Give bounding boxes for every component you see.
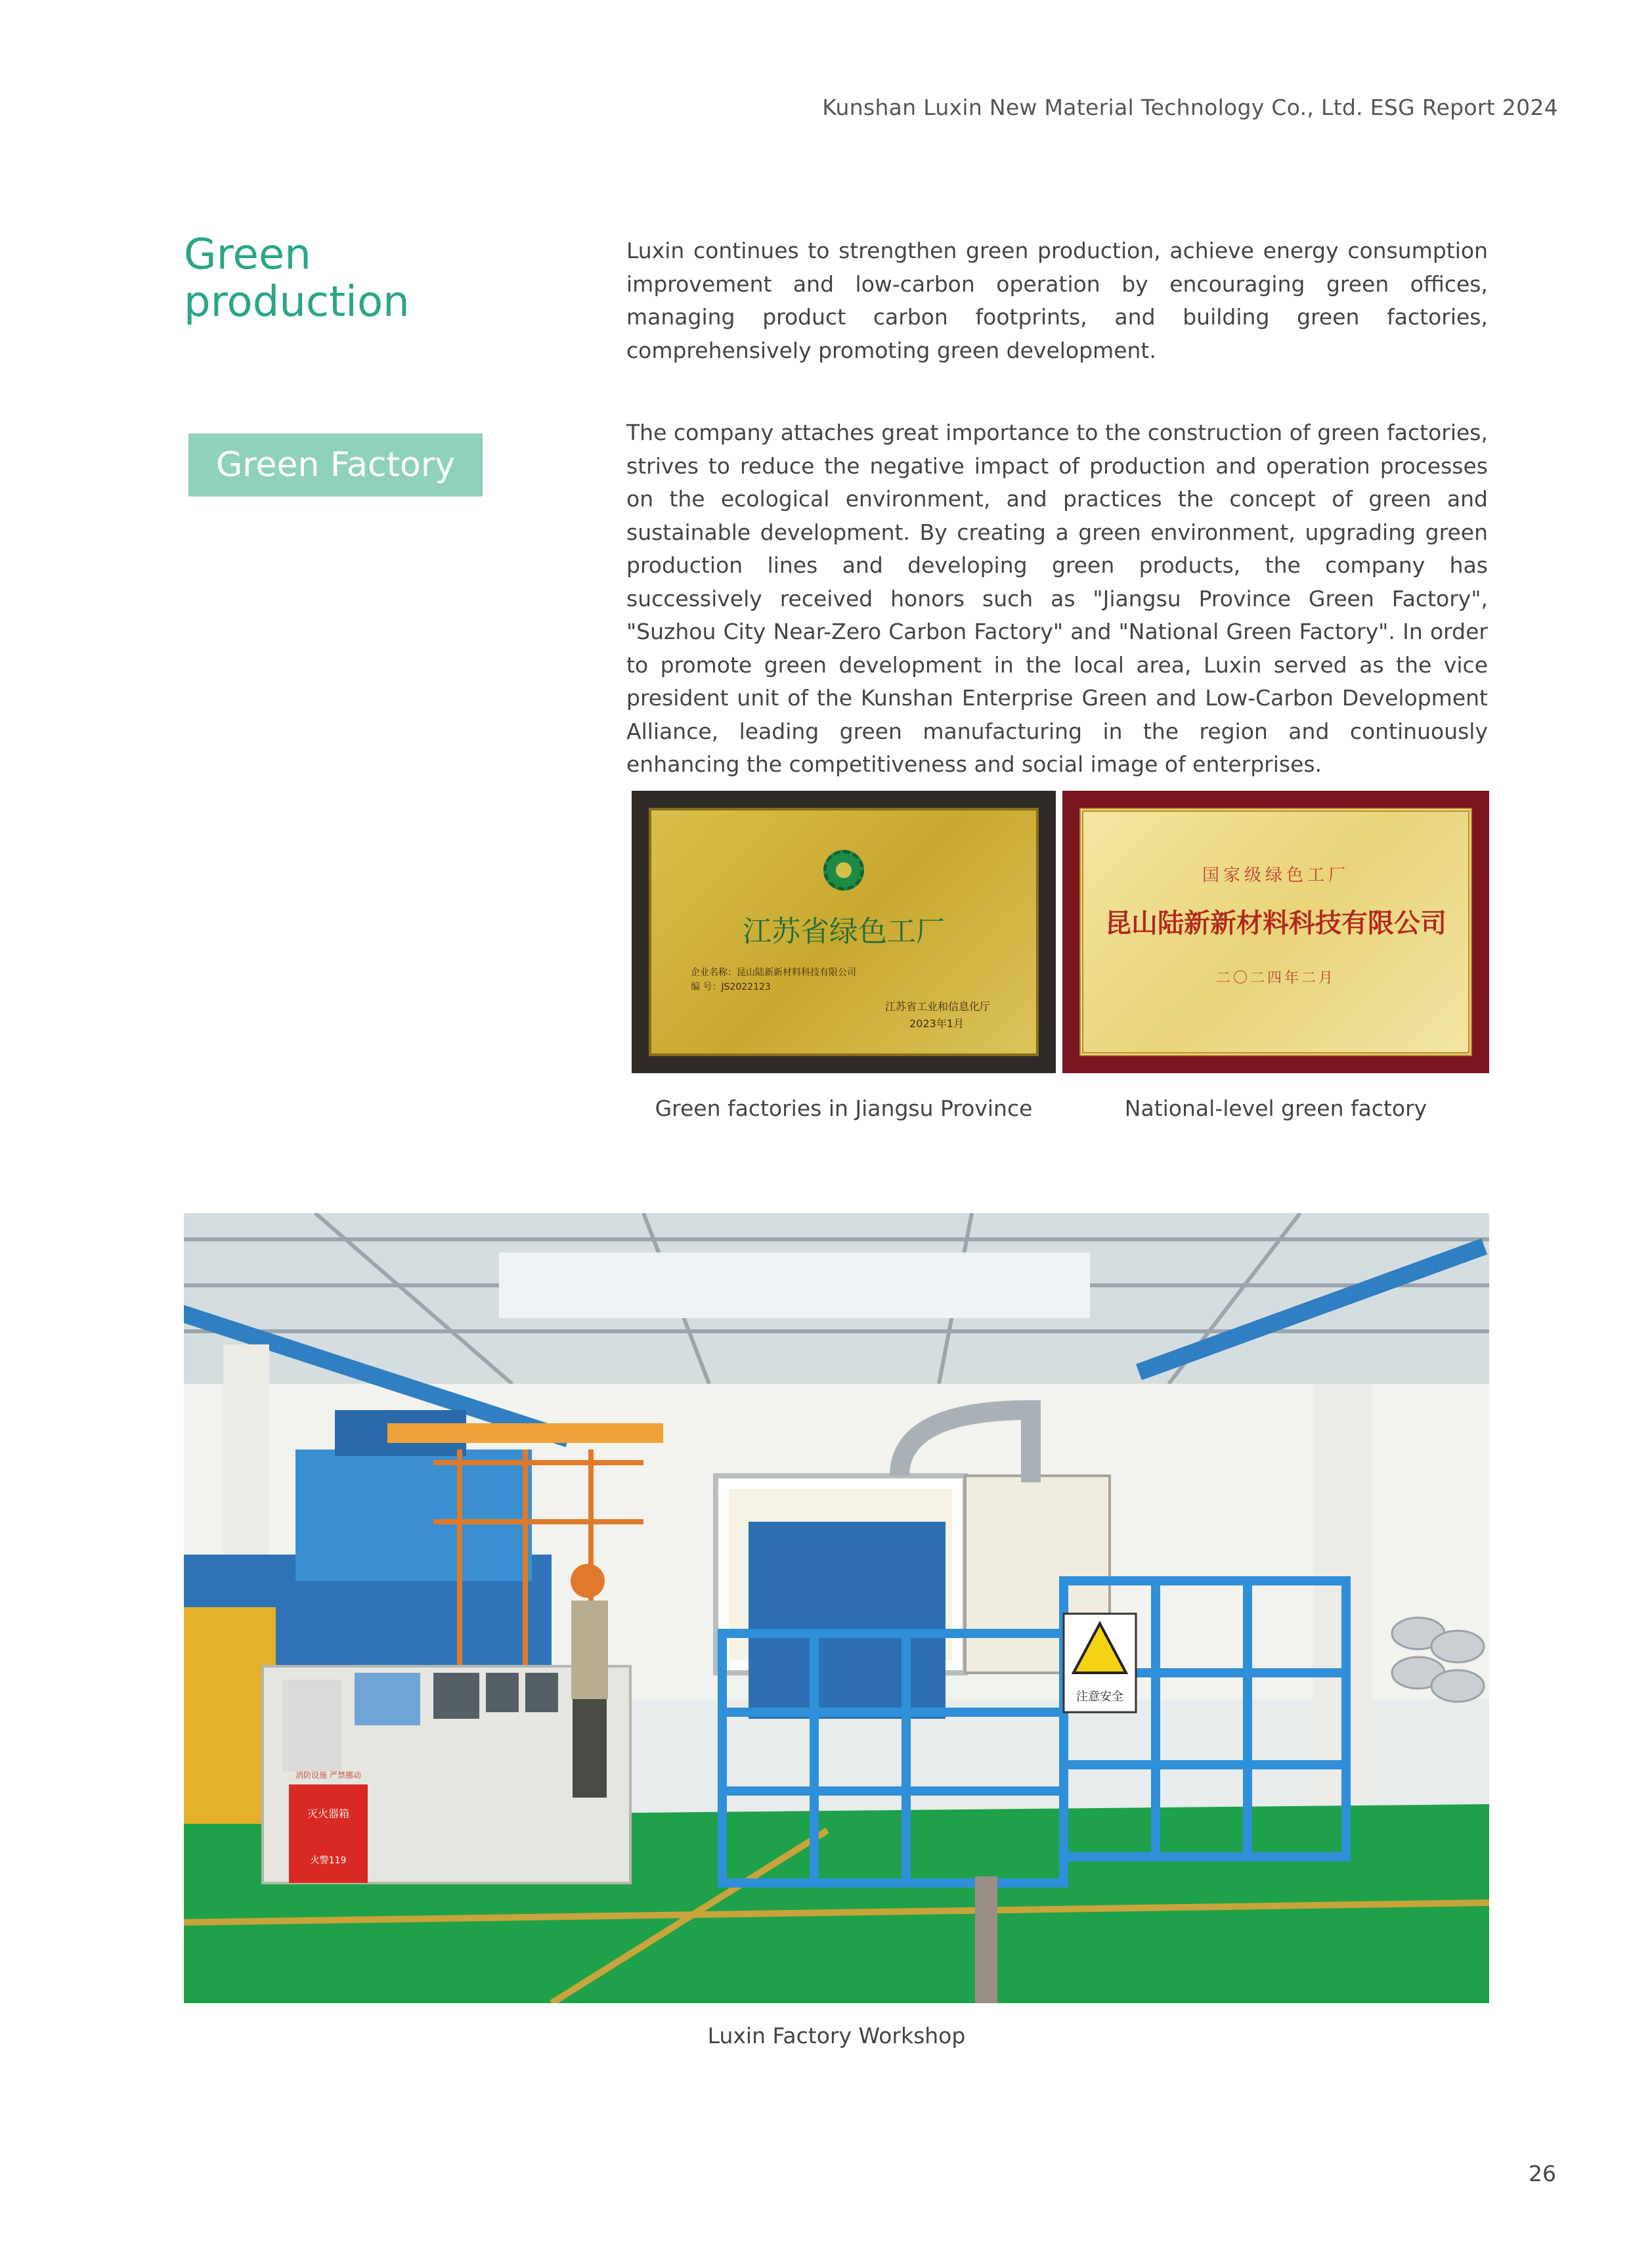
plaque-title: 江苏省绿色工厂 <box>743 915 945 948</box>
report-header: Kunshan Luxin New Material Technology Co., Ltd. ESG Report 2024 <box>822 95 1558 120</box>
warning-sign-text: 注意安全 <box>1076 1690 1123 1704</box>
intro-paragraph: Luxin continues to strengthen green production, achieve energy consumption improvement and low-carbon operation by encouraging green offices, managing product carbon footprints, and building green factories, comprehensively promoting green development. <box>626 238 1488 363</box>
section-title-line1: Green <box>184 231 311 279</box>
workshop-illustration <box>184 1213 1489 2003</box>
green-factory-paragraph: The company attaches great importance to the construction of green factories, strives to reduce the negative impact of production and operation processes on the ecological environment, and practices the concept of green and sustainable development. By creating a green environment, upgrading green production lines and developing green products, the company has successively received honors such as "Jiangsu Province Green Factory", "Suzhou City Near-Zero Carbon Factory" and "National Green Factory". In order to promote green development in the local area, Luxin served as the vice president unit of the Kunshan Enterprise Green and Low-Carbon Development Alliance, leading green manufacturing in the region and continuously enhancing the competitiveness and social image of enterprises. <box>626 420 1488 777</box>
national-green-factory-plaque <box>1062 791 1489 1073</box>
plaque-face <box>1079 808 1472 1056</box>
extinguisher-box-text: 灭火器箱 <box>307 1807 350 1820</box>
photo-caption: Luxin Factory Workshop <box>707 2023 966 2048</box>
equipment-sign-text: 消防设施 严禁挪动 <box>295 1771 361 1780</box>
fire-tel-text: 火警119 <box>310 1855 347 1866</box>
plaque-issuer: 江苏省工业和信息化厅 <box>884 1000 990 1013</box>
factory-workshop-photo <box>184 1213 1489 2003</box>
jiangsu-green-factory-plaque <box>632 791 1056 1073</box>
plaque-company-line: 企业名称：昆山陆新新材料科技有限公司 <box>691 967 856 978</box>
plaque-number-line: 编 号：JS2022123 <box>691 982 771 992</box>
section-title-line2: production <box>184 278 410 326</box>
plaque-face <box>649 808 1039 1056</box>
plaque-date: 2023年1月 <box>909 1017 964 1030</box>
plaque-company: 昆山陆新新材料科技有限公司 <box>1105 908 1446 939</box>
emblem-icon <box>823 850 864 891</box>
section-title <box>184 231 604 326</box>
subsection-badge: Green Factory <box>188 433 483 497</box>
plaque-caption-national: National-level green factory <box>1124 1096 1427 1121</box>
plaque-caption-jiangsu: Green factories in Jiangsu Province <box>655 1096 1033 1121</box>
plaque-title: 国家级绿色工厂 <box>1202 866 1349 885</box>
page-number: 26 <box>1529 2161 1556 2186</box>
plaque-date: 二〇二四年二月 <box>1215 970 1336 986</box>
